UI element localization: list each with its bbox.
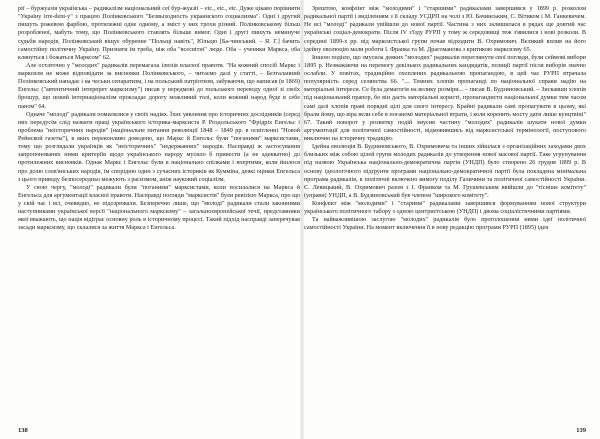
paragraph: Одначе "молоді" радикали помилялися у своїх надіях. Їхнє уявлення про історичних дослідників (серед них передусім слід назвати праці українського історика-марксиста Р. Роздольського "Фрідріх Енгельс і проблема "неісторичних народів" (національне питання революції 1848 – 1849 рр. в освітленні "Новой Рейнской газеты"), в яких переконливо доведено, що Маркс й Енгельс були "поганими" марксистами, тому що розглядали українців як "неісторичних" "недержавних" народів. Насправді ж застосування запропонованих ними критеріїв щодо українського народу мусило б привести (а не адекватно) до протилежних висновків. Однак Маркс і Енгельс були в національно спілками і впертими, коли йшлося про долю слов'янських народів, їм спорідню один з сучасних істориків як Кумміна, деякі оцінки Енгельса з цього приводу безпосередньо межують з расизмом, аніж науковий соціалізм. bbox=[18, 110, 300, 183]
page-number-right: 139 bbox=[576, 427, 586, 434]
right-page bbox=[304, 5, 586, 435]
paragraph: Конфлікт між "молодими" і "старими" радикалами завершився формуванням нової структури українського політичного табору з одною центристською (УНДП) і двома соціалістичними партіями. bbox=[304, 200, 586, 216]
paragraph: рії – буржуазія українська – радикалізм національний сеї бур-жуазії – etc., etc., etc. Дуже цікаво порівняти "Україну irre-dent-у" з працею Полінковського "Безвыходность украинского социализма". Одні і другий пишуть рожевою фарбою, протилежні одне одному, а зміст у них трохи різний. Полінковському більш розробленої, мабуть тому, що Полінковського ставлять більше вимог. Одні і другі пишуть неминуче судьби народів, Полінковський віщує обуренне "Польщі навіть", Юльцю [Ба-чинський. – Я. Г.] бачить самостійну політичну Україну. Признати їм треба, ніж оба "всесвітні" люде. Оба – ученики Маркса, оба клянуться і божаться Марксом" 62. bbox=[18, 5, 300, 61]
paragraph: Ідейна еволюція В. Будзиновського, В. Охримовича та інших зійшлася з організаційних заходами двох близьких між собою цілей групи молодих радикалів до утворення нової масової партії. Таке угрупування під назвою Українська національно-демократична партія (УНДП) було створено 26 грудня 1899 р. В основу ідеологічного підґрунтя програми національно-демократичної партії була покладена мінімальна програма радикалів, в політичні включено вимогу поділу Галичини та політичної самостійності України. Є. Левицький, В. Охримович разом з І. Франком та М. Грушевським ввійшли до "тісніше комітету" (управи) УНДП, а В. Будзиновський був членом "широкого комітету". bbox=[304, 143, 586, 199]
paragraph: Зрештою, конфлікт між "молодими" і "старшими" радикалами завершився у 1899 р. розколом радикальної партії і виділенням з її складу УСДРП на чолі з Ю. Бачинським, С. Вітиком і М. Ганкевичем. Не всі "молоді" радикали увійшли до нової партії. Частина з них залишилася в рядах ще довгий час українські соціал-демократи. Після IV з'їзду РУРП у тому ж середовищі теж з'явилися і нові розколи. В середині 1899-х рр. від марксистської групи почав відходити В. Охримович. Великий вплив на його ідейну еволюцію мали роботи І. Франка та М. Драгоманова з критикою марксизму 65. bbox=[304, 5, 586, 53]
left-page bbox=[18, 5, 300, 435]
paragraph: Іншою подією, що змусила деяких "молодих" радикалів переглянути свої погляди, були сеймові вибори 1895 р. Незважаючи на перемогу декількох радикальних кандидатів, позиції партії після виборів значно ослабли. У повітах, традиційно охоплених радикальною пропагандою, в цей час РУРП втрачала популярність серед селянства 66. "... Темних хлопів пропаганді по національної справи надію на матеріальні інтереси. Се була демагогія на велику розміри... – писав В. Будзиновський. – Зискавши хлопів під національний прапор, бо він дасть матеріальні користі, пропагандисти національної думки тим часом самі далі хлопів праві порядні цілі для свого інтересу. Крайні радикали самі пропагувати в цьому, які брали йому, що віра вели себе в поганомі матеріальної втрати, і коли коренить мосту дати лише кунцтвіні" 67. Такий поворот у розвитку подій змусив частину "молодих" радикалів шукати нової думки аргументації для політичної самостійності, відмовившись від марксистської термінології, поступового виключно на історичну традицію. bbox=[304, 53, 586, 142]
right-page-body bbox=[304, 5, 586, 233]
page-number-left: 138 bbox=[18, 427, 28, 434]
paragraph: У свою чергу, "молоді" радикали були "поганими" марксистами, коли посилалися на Маркса й Енгельса для аргументації власної правоти. Насправді погляди "марксистів" були ревізією Маркса, про що у свій час і всі, очевидно, не підозрювали. Безперечно лише, що "молоді" радикали стали законними наступниками української версії "національного марксизму" – загальноєвропейської течії, представники якої вважають, що нація відіграє основну роль в історичному процесі. Такий підхід насправді заперечував засади марксизму, що склалися за життя Маркса і Енгельса. bbox=[18, 183, 300, 232]
left-page-body bbox=[18, 5, 300, 233]
paragraph: Та найважливішою заслугою "молодих" радикалів було проголошення ними ідеї політичної самостійності України. На момент включення її в нову редакцію програми РУРП (1895) ідея bbox=[304, 216, 586, 232]
paragraph: Але остаточно у "молодих" радикалів перемагала ілюзія власної правоти. "На кожний спосіб Маркс і марксизм не може відповідати за висновки Полінковського, – читаємо далі у статті, – Безталанний Полінковський нападає і на чеськи сепаратизм, і на польський патріотизм, забуваючи, що написав (в 1869) Енгельс ("автентичний інтерпрет марксизму") писав у передмові до польського переводу одної зі своїх брошур, що новий інтернаціоналізм прокладає дорогу можливий толі, коли кожний народ буде в себе паном" 64. bbox=[18, 61, 300, 110]
